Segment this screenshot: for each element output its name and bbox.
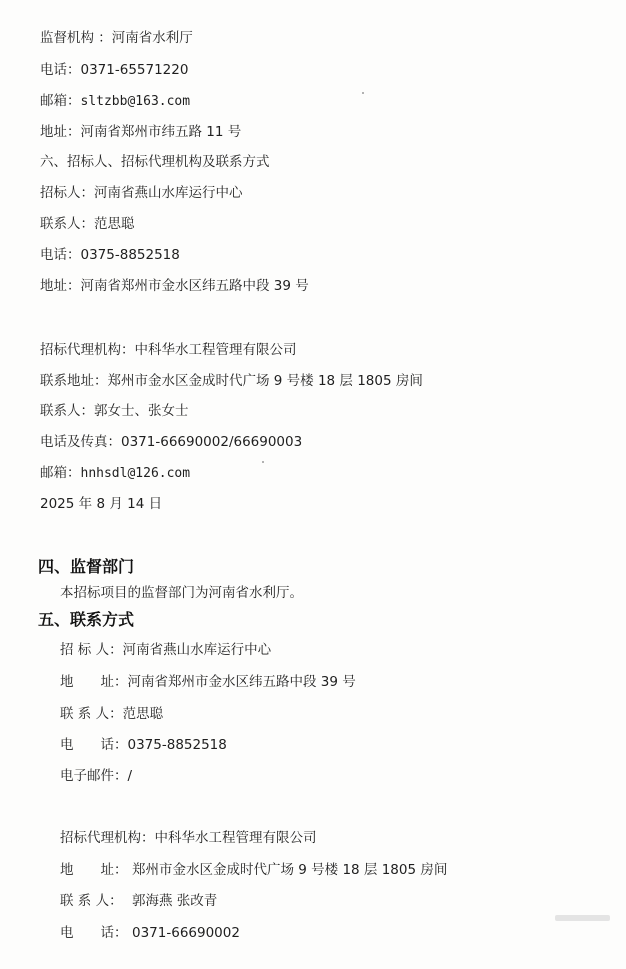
- section-four-text: 本招标项目的监督部门为河南省水利厅。: [60, 585, 303, 601]
- s5-address-row: [60, 673, 356, 691]
- s5-agency-label: 招标代理机构：: [60, 830, 155, 846]
- s5-address-label: 地 址：: [60, 674, 128, 690]
- scan-speck: [262, 461, 264, 463]
- s5-email-label: 电子邮件：: [60, 768, 128, 784]
- agency-line: 招标代理机构：中科华水工程管理有限公司: [40, 342, 297, 358]
- s5-agency-address-value: 郑州市金水区金成时代广场 9 号楼 18 层 1805 房间: [132, 862, 448, 878]
- s5-agency-contact-label: 联 系 人：: [60, 893, 123, 909]
- s5-agency-phone-value: 0371-66690002: [132, 925, 240, 941]
- s5-agency-phone-label: 电 话：: [60, 925, 128, 941]
- s5-tenderer-value: 河南省燕山水库运行中心: [122, 642, 272, 658]
- scan-speck: [362, 92, 364, 94]
- tenderer-phone-line: 电话：0375-8852518: [40, 247, 180, 263]
- s5-agency-address-label: 地 址：: [60, 862, 128, 878]
- agency-address-line: 联系地址：郑州市金水区金成时代广场 9 号楼 18 层 1805 房间: [40, 373, 423, 389]
- tenderer-address-line: 地址：河南省郑州市金水区纬五路中段 39 号: [40, 278, 309, 294]
- scan-smudge: [555, 915, 610, 921]
- supervisor-phone: 电话：0371-65571220: [40, 62, 189, 78]
- s5-email-row: [60, 767, 132, 785]
- s5-tenderer-label: 招 标 人：: [60, 642, 123, 658]
- agency-email-value: hnhsdl@126.com: [80, 466, 191, 481]
- s5-agency-phone-row: [60, 924, 240, 942]
- s5-phone-row: [60, 736, 227, 754]
- s5-phone-label: 电 话：: [60, 737, 128, 753]
- agency-email-line: [40, 464, 190, 483]
- supervisor-org: 监督机构 ：河南省水利厅: [40, 30, 193, 46]
- s5-agency-contact-row: [60, 892, 217, 910]
- date-line: 2025 年 8 月 14 日: [40, 496, 163, 512]
- s5-phone-value: 0375-8852518: [127, 737, 227, 753]
- s5-agency-contact-value: 郭海燕 张改青: [132, 893, 218, 909]
- s5-contact-row: [60, 705, 163, 723]
- agency-contact-line: 联系人：郭女士、张女士: [40, 403, 189, 419]
- agency-email-label: 邮箱：: [40, 465, 81, 481]
- agency-phone-fax-line: 电话及传真：0371-66690002/66690003: [40, 434, 303, 450]
- s5-contact-value: 范思聪: [122, 706, 164, 722]
- s5-agency-row: [60, 829, 317, 847]
- s5-agency-value: 中科华水工程管理有限公司: [154, 830, 317, 846]
- supervisor-email-label: 邮箱：: [40, 93, 81, 109]
- s5-email-value: /: [127, 768, 133, 784]
- s5-tenderer-row: [60, 641, 271, 659]
- supervisor-email-value: sltzbb@163.com: [80, 94, 191, 109]
- tenderer-line: 招标人：河南省燕山水库运行中心: [40, 185, 243, 201]
- s5-contact-label: 联 系 人：: [60, 706, 123, 722]
- section-six-heading: 六、招标人、招标代理机构及联系方式: [40, 154, 270, 170]
- s5-agency-address-row: [60, 861, 447, 879]
- section-five-heading: 五、联系方式: [38, 610, 135, 629]
- supervisor-address: 地址：河南省郑州市纬五路 11 号: [40, 124, 242, 140]
- supervisor-email: [40, 92, 190, 111]
- s5-address-value: 河南省郑州市金水区纬五路中段 39 号: [127, 674, 356, 690]
- section-four-heading: 四、监督部门: [38, 557, 135, 576]
- tenderer-contact-line: 联系人：范思聪: [40, 216, 135, 232]
